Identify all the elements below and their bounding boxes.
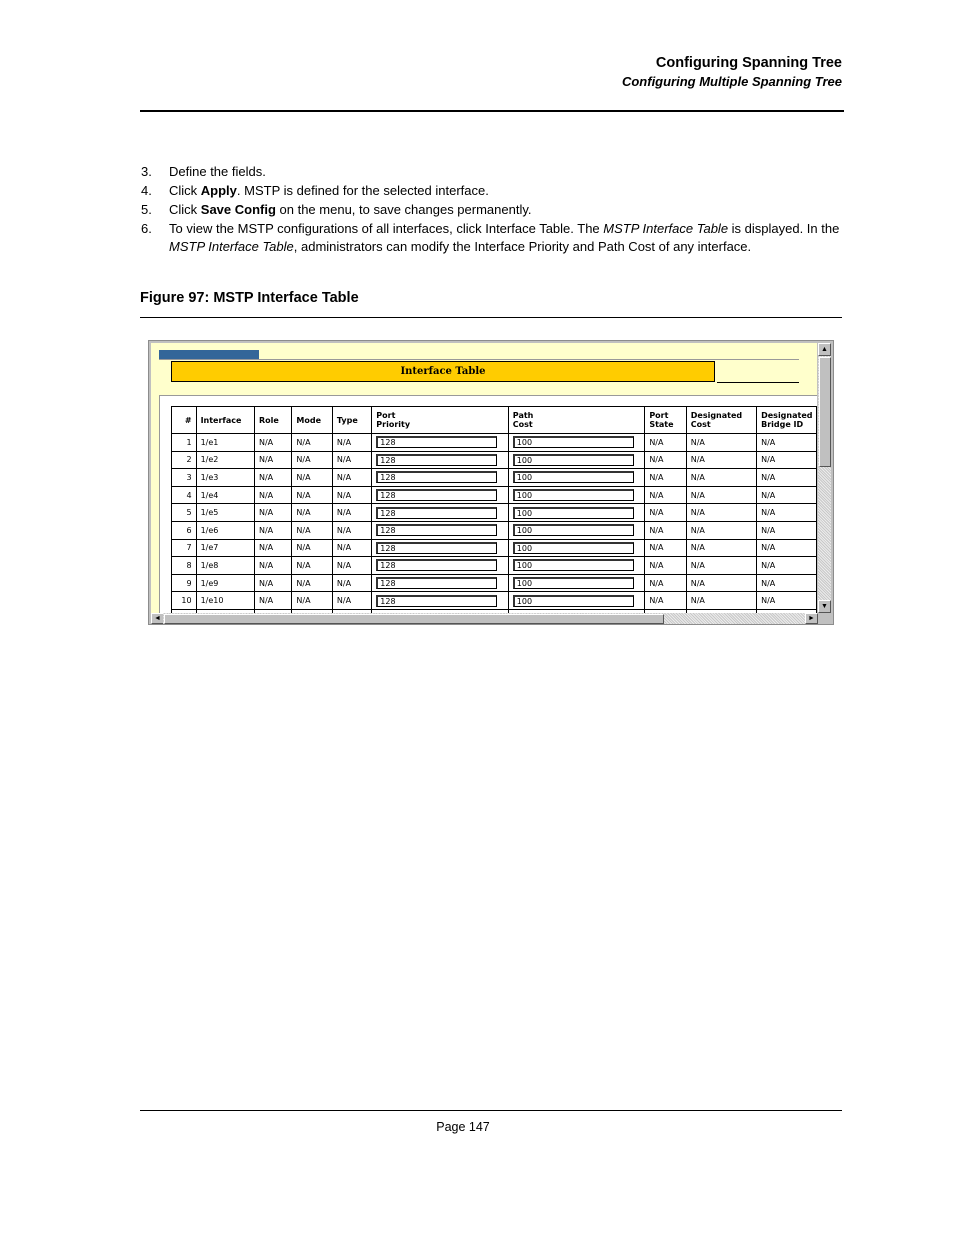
cell-mode: N/A: [292, 451, 333, 469]
cell-port-priority: [372, 486, 509, 504]
col-type: Type: [332, 407, 371, 434]
italic-term: MSTP Interface Table: [603, 221, 729, 236]
cell-type: N/A: [332, 521, 371, 539]
step-text: To view the MSTP configurations of all interfaces, click Interface Table. The: [169, 221, 604, 236]
cell-designated-cost: N/A: [686, 574, 756, 592]
vertical-scroll-thumb[interactable]: [819, 357, 831, 467]
cell-path-cost: [508, 592, 645, 610]
cell-type: N/A: [332, 451, 371, 469]
col-path-cost: Path Cost: [508, 407, 645, 434]
mstp-panel: [151, 343, 817, 613]
cell-path-cost: [508, 434, 645, 452]
cell-interface: 1/e5: [196, 504, 254, 522]
header-rule: [140, 110, 844, 112]
cell-port-priority: [372, 557, 509, 575]
cell-role: N/A: [254, 504, 291, 522]
table-row[interactable]: [172, 504, 817, 522]
cell-designated-cost: N/A: [686, 539, 756, 557]
port-priority-input[interactable]: 128: [376, 524, 497, 536]
cell-mode: N/A: [292, 539, 333, 557]
scroll-up-icon[interactable]: ▲: [818, 343, 831, 356]
cell-num: 2: [172, 451, 197, 469]
italic-term: MSTP Interface Table: [169, 238, 294, 254]
cell-interface: 1/e6: [196, 521, 254, 539]
cell-num: 3: [172, 469, 197, 487]
step-text: Click: [169, 202, 201, 217]
cell-path-cost: [508, 469, 645, 487]
cell-designated-bridge: N/A: [757, 521, 817, 539]
step-text: Define the fields.: [169, 164, 266, 179]
table-row[interactable]: [172, 451, 817, 469]
table-header-row: [172, 407, 817, 434]
cell-port-state: N/A: [645, 434, 686, 452]
cell-interface: 1/e7: [196, 539, 254, 557]
cell-num: 8: [172, 557, 197, 575]
table-row[interactable]: [172, 539, 817, 557]
cell-path-cost: [508, 574, 645, 592]
table-row[interactable]: [172, 434, 817, 452]
panel-tab[interactable]: [159, 350, 259, 359]
interface-table: [171, 406, 817, 613]
step-number: 5.: [141, 202, 152, 217]
col-port-state: Port State: [645, 407, 686, 434]
cell-port-priority: [372, 434, 509, 452]
running-header-subtitle: Configuring Multiple Spanning Tree: [621, 74, 842, 89]
cell-designated-bridge: N/A: [757, 539, 817, 557]
port-priority-input[interactable]: 128: [376, 471, 497, 483]
table-row[interactable]: [172, 557, 817, 575]
table-row[interactable]: [172, 521, 817, 539]
step-6: [140, 220, 844, 255]
cell-port-priority: [372, 574, 509, 592]
figure-rule: [140, 317, 842, 318]
cell-num: 5: [172, 504, 197, 522]
cell-port-state: N/A: [645, 504, 686, 522]
cell-interface: 1/e10: [196, 592, 254, 610]
figure-caption: Figure 97: MSTP Interface Table: [140, 290, 359, 306]
cell-type: N/A: [332, 469, 371, 487]
cell-designated-bridge: N/A: [757, 557, 817, 575]
col-num: #: [172, 407, 197, 434]
cell-path-cost: [508, 557, 645, 575]
cell-port-priority: [372, 451, 509, 469]
col-designated-bridge: Designated Bridge ID: [757, 407, 817, 434]
col-interface: Interface: [196, 407, 254, 434]
cell-role: N/A: [254, 451, 291, 469]
col-designated-cost: Designated Cost: [686, 407, 756, 434]
title-underline: [717, 382, 799, 383]
cell-port-priority: [372, 469, 509, 487]
cell-port-state: N/A: [645, 574, 686, 592]
cell-path-cost: [508, 504, 645, 522]
cell-role: N/A: [254, 469, 291, 487]
cell-mode: N/A: [292, 486, 333, 504]
port-priority-input[interactable]: 128: [376, 542, 497, 554]
step-text: is displayed. In the: [728, 221, 840, 236]
table-row[interactable]: [172, 469, 817, 487]
step-4: [140, 182, 844, 200]
cell-num: 7: [172, 539, 197, 557]
cell-port-state: N/A: [645, 521, 686, 539]
path-cost-input[interactable]: 100: [513, 542, 634, 554]
cell-port-priority: [372, 521, 509, 539]
cell-num: 10: [172, 592, 197, 610]
procedure-steps: [140, 163, 844, 257]
step-text: Click: [169, 183, 201, 198]
step-text: on the menu, to save changes permanently.: [275, 202, 532, 217]
table-row[interactable]: [172, 592, 817, 610]
cell-path-cost: [508, 539, 645, 557]
cell-mode: N/A: [292, 521, 333, 539]
path-cost-input[interactable]: 100: [513, 454, 634, 466]
cell-num: 6: [172, 521, 197, 539]
port-priority-input[interactable]: 128: [376, 577, 497, 589]
cell-designated-bridge: N/A: [757, 504, 817, 522]
cell-designated-cost: N/A: [686, 557, 756, 575]
cell-designated-cost: N/A: [686, 469, 756, 487]
screenshot-frame: [148, 340, 834, 625]
port-priority-input[interactable]: 128: [376, 436, 497, 448]
path-cost-input[interactable]: 100: [513, 471, 634, 483]
cell-designated-bridge: N/A: [757, 469, 817, 487]
cell-num: 1: [172, 434, 197, 452]
path-cost-input[interactable]: 100: [513, 595, 634, 607]
tab-divider: [159, 359, 799, 360]
apply-term: Apply: [200, 183, 237, 198]
footer-rule: [140, 1110, 842, 1111]
cell-type: N/A: [332, 504, 371, 522]
save-config-term: Save Config: [200, 202, 276, 217]
cell-role: N/A: [254, 434, 291, 452]
col-mode: Mode: [292, 407, 333, 434]
cell-designated-cost: N/A: [686, 434, 756, 452]
cell-designated-cost: N/A: [686, 592, 756, 610]
port-priority-input[interactable]: 128: [376, 489, 497, 501]
port-priority-input[interactable]: 128: [376, 454, 497, 466]
horizontal-scroll-thumb[interactable]: [164, 614, 664, 624]
table-row[interactable]: [172, 486, 817, 504]
cell-port-state: N/A: [645, 451, 686, 469]
cell-type: N/A: [332, 539, 371, 557]
cell-type: N/A: [332, 486, 371, 504]
cell-role: N/A: [254, 592, 291, 610]
cell-port-priority: [372, 539, 509, 557]
cell-port-state: N/A: [645, 486, 686, 504]
path-cost-input[interactable]: 100: [513, 436, 634, 448]
vertical-scrollbar[interactable]: [818, 343, 831, 613]
cell-interface: 1/e9: [196, 574, 254, 592]
cell-designated-cost: N/A: [686, 486, 756, 504]
cell-designated-bridge: N/A: [757, 486, 817, 504]
page-number: Page 147: [436, 1120, 490, 1134]
cell-port-state: N/A: [645, 469, 686, 487]
col-port-priority: Port Priority: [372, 407, 509, 434]
cell-type: N/A: [332, 434, 371, 452]
cell-role: N/A: [254, 521, 291, 539]
cell-designated-cost: N/A: [686, 521, 756, 539]
running-header-title: Configuring Spanning Tree: [655, 55, 842, 71]
cell-mode: N/A: [292, 574, 333, 592]
path-cost-input[interactable]: 100: [513, 507, 634, 519]
cell-designated-cost: N/A: [686, 504, 756, 522]
col-role: Role: [254, 407, 291, 434]
path-cost-input[interactable]: 100: [513, 489, 634, 501]
cell-role: N/A: [254, 486, 291, 504]
cell-mode: N/A: [292, 434, 333, 452]
cell-num: 4: [172, 486, 197, 504]
scroll-left-icon[interactable]: ◄: [151, 613, 164, 624]
cell-port-state: N/A: [645, 539, 686, 557]
step-3: [140, 163, 844, 181]
cell-designated-bridge: N/A: [757, 434, 817, 452]
step-text: , administrators can modify the Interface Priority and Path Cost of any interface.: [293, 238, 752, 254]
path-cost-input[interactable]: 100: [513, 559, 634, 571]
cell-role: N/A: [254, 539, 291, 557]
cell-designated-bridge: N/A: [757, 592, 817, 610]
cell-role: N/A: [254, 574, 291, 592]
cell-mode: N/A: [292, 592, 333, 610]
cell-mode: N/A: [292, 469, 333, 487]
port-priority-input[interactable]: 128: [376, 595, 497, 607]
step-5: [140, 201, 844, 219]
path-cost-input[interactable]: 100: [513, 577, 634, 589]
cell-path-cost: [508, 521, 645, 539]
cell-mode: N/A: [292, 504, 333, 522]
step-text: . MSTP is defined for the selected interface.: [236, 183, 489, 198]
cell-port-state: N/A: [645, 592, 686, 610]
cell-designated-bridge: N/A: [757, 451, 817, 469]
path-cost-input[interactable]: 100: [513, 524, 634, 536]
cell-type: N/A: [332, 574, 371, 592]
panel-title: Interface Table: [171, 361, 715, 382]
cell-interface: 1/e3: [196, 469, 254, 487]
step-number: 6.: [141, 221, 152, 236]
step-number: 4.: [141, 183, 152, 198]
horizontal-scrollbar[interactable]: [151, 613, 817, 624]
cell-interface: 1/e4: [196, 486, 254, 504]
cell-port-state: N/A: [645, 557, 686, 575]
cell-mode: N/A: [292, 557, 333, 575]
port-priority-input[interactable]: 128: [376, 507, 497, 519]
cell-path-cost: [508, 486, 645, 504]
cell-interface: 1/e8: [196, 557, 254, 575]
cell-designated-bridge: N/A: [757, 574, 817, 592]
step-number: 3.: [141, 164, 152, 179]
cell-designated-cost: N/A: [686, 451, 756, 469]
cell-interface: 1/e2: [196, 451, 254, 469]
cell-path-cost: [508, 451, 645, 469]
table-row[interactable]: [172, 574, 817, 592]
cell-num: 9: [172, 574, 197, 592]
scroll-down-icon[interactable]: ▼: [818, 600, 831, 613]
scroll-right-icon[interactable]: ►: [805, 613, 818, 624]
port-priority-input[interactable]: 128: [376, 559, 497, 571]
cell-type: N/A: [332, 592, 371, 610]
cell-interface: 1/e1: [196, 434, 254, 452]
cell-port-priority: [372, 504, 509, 522]
cell-role: N/A: [254, 557, 291, 575]
cell-type: N/A: [332, 557, 371, 575]
cell-port-priority: [372, 592, 509, 610]
